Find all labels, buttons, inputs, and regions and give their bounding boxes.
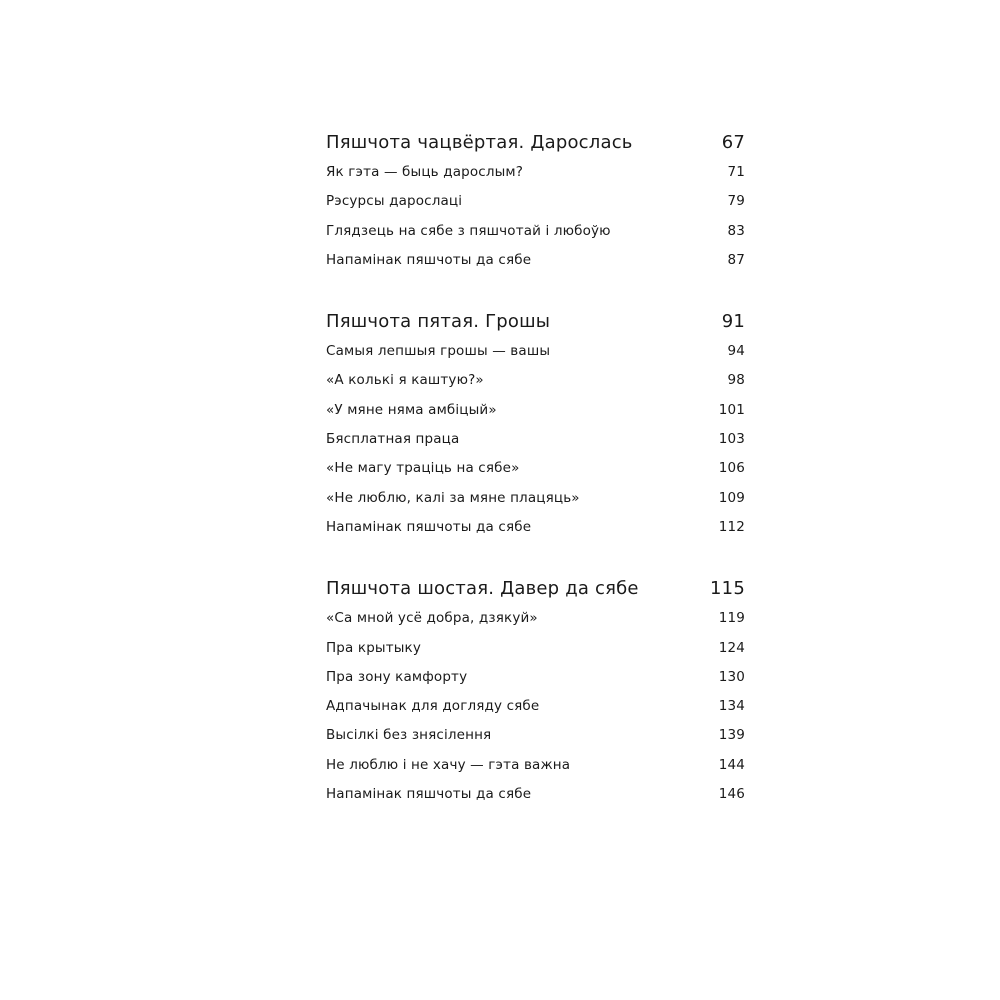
- section-page-number: 115: [710, 578, 745, 600]
- toc-entry: [326, 721, 745, 750]
- toc-entry: [326, 484, 745, 513]
- entry-title: Рэсурсы дарослаці: [326, 193, 463, 210]
- toc-entry: [326, 751, 745, 780]
- entry-title: Высілкі без знясілення: [326, 727, 492, 744]
- toc-entry: [326, 454, 745, 483]
- section-heading: Пяшчота пятая. Грошы: [326, 311, 551, 333]
- entry-title: Не люблю і не хачу — гэта важна: [326, 756, 571, 773]
- toc-entry: [326, 187, 745, 216]
- toc-entry: [326, 604, 745, 633]
- entry-page-number: 144: [718, 756, 745, 773]
- entry-page-number: 98: [727, 372, 745, 389]
- entry-page-number: 103: [718, 431, 745, 448]
- entry-title: Як гэта — быць дарослым?: [326, 164, 524, 180]
- entry-title: «Не магу траціць на сябе»: [326, 460, 520, 477]
- toc-entry: [326, 634, 745, 663]
- entry-page-number: 101: [718, 401, 745, 418]
- toc-entry: [326, 663, 745, 692]
- toc-section: [326, 307, 745, 542]
- section-page-number: 67: [721, 132, 745, 153]
- section-heading-row: [326, 574, 745, 604]
- entry-title: Напамінак пяшчоты да сябе: [326, 518, 532, 535]
- entry-page-number: 146: [718, 786, 745, 803]
- entry-title: Адпачынак для догляду сябе: [326, 698, 540, 715]
- table-of-contents: [326, 128, 745, 841]
- entry-title: «У мяне няма амбіцый»: [326, 401, 497, 418]
- entry-page-number: 71: [727, 164, 745, 180]
- toc-entry: [326, 692, 745, 721]
- toc-entry: [326, 217, 745, 246]
- toc-entry: [326, 337, 745, 366]
- toc-entry: [326, 158, 745, 187]
- entry-title: Напамінак пяшчоты да сябе: [326, 251, 532, 268]
- entry-page-number: 87: [727, 251, 745, 268]
- section-page-number: 91: [721, 311, 745, 333]
- toc-entry: [326, 366, 745, 395]
- entry-title: Пра крытыку: [326, 639, 421, 656]
- section-heading-row: [326, 307, 745, 337]
- entry-page-number: 130: [718, 668, 745, 685]
- entry-page-number: 106: [718, 460, 745, 477]
- toc-entry: [326, 246, 745, 275]
- toc-entry: [326, 780, 745, 809]
- entry-title: «Са мной усё добра, дзякуй»: [326, 610, 538, 627]
- entry-page-number: 79: [727, 193, 745, 210]
- toc-section: [326, 128, 745, 275]
- entry-page-number: 124: [718, 639, 745, 656]
- entry-page-number: 139: [718, 727, 745, 744]
- entry-title: Напамінак пяшчоты да сябе: [326, 786, 532, 803]
- entry-page-number: 119: [718, 610, 745, 627]
- toc-entry: [326, 425, 745, 454]
- toc-section: [326, 574, 745, 809]
- entry-title: «Не люблю, калі за мяне плацяць»: [326, 489, 580, 506]
- entry-title: Самыя лепшыя грошы — вашы: [326, 343, 551, 360]
- toc-entry: [326, 396, 745, 425]
- entry-page-number: 109: [718, 489, 745, 506]
- section-heading: Пяшчота чацвёртая. Дарослась: [326, 132, 633, 153]
- toc-entry: [326, 513, 745, 542]
- entry-title: «А колькі я каштую?»: [326, 372, 484, 389]
- entry-title: Бясплатная праца: [326, 431, 460, 448]
- entry-title: Глядзець на сябе з пяшчотай і любоўю: [326, 222, 611, 239]
- entry-page-number: 83: [727, 222, 745, 239]
- entry-page-number: 112: [718, 518, 745, 535]
- entry-title: Пра зону камфорту: [326, 668, 468, 685]
- entry-page-number: 94: [727, 343, 745, 360]
- section-heading-row: [326, 128, 745, 158]
- section-heading: Пяшчота шостая. Давер да сябе: [326, 578, 639, 600]
- entry-page-number: 134: [718, 698, 745, 715]
